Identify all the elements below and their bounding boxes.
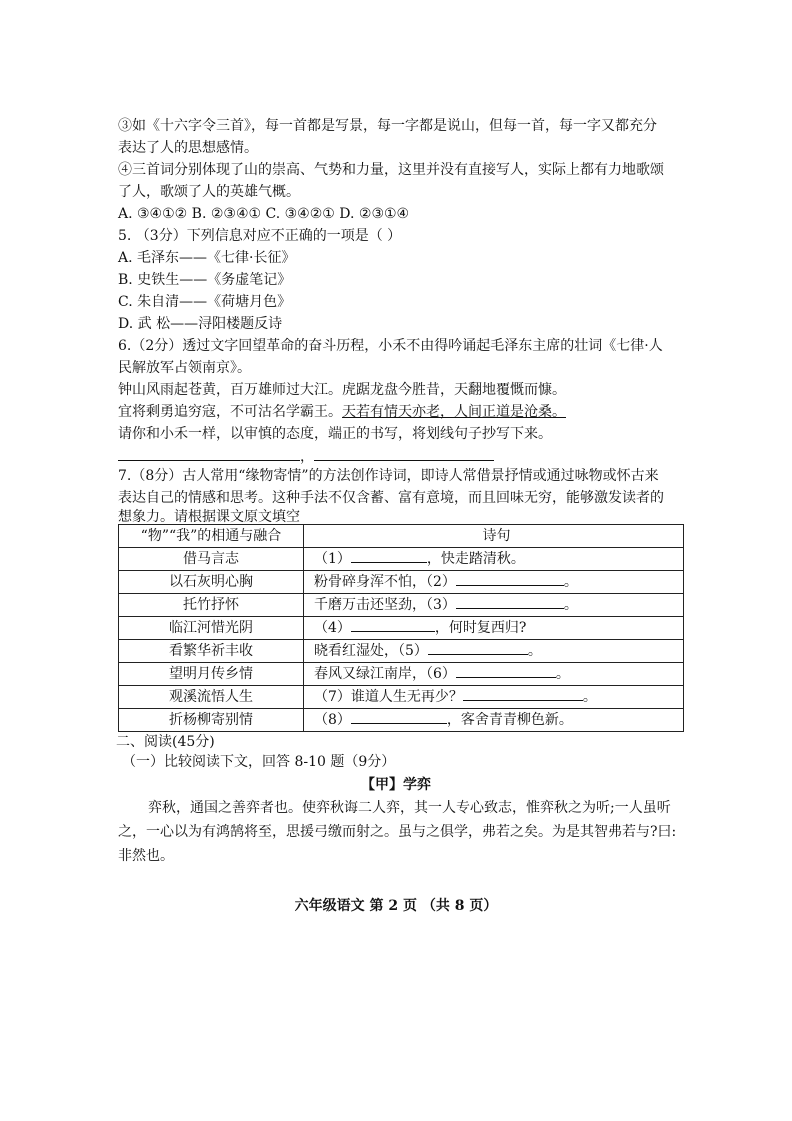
verse-prefix: 千磨万击还坚劲，（3） bbox=[314, 597, 456, 613]
table-header-verse: 诗句 bbox=[304, 525, 684, 548]
fill-blank-7[interactable] bbox=[463, 686, 583, 701]
q4-option-4-line2: 了人，歌颂了人的英雄气概。 bbox=[118, 184, 300, 200]
fill-blank-2[interactable] bbox=[456, 571, 564, 586]
q4-option-4-line1: ④三首词分别体现了山的崇高、气势和力量，这里并没有直接写人，实际上都有力地歌颂 bbox=[118, 162, 664, 178]
q7-stem-line2: 表达自己的情感和思考。这种手法不仅含蓄、富有意境，而且回味无穷，能够激发读者的 bbox=[118, 490, 664, 506]
verse-suffix: 。 bbox=[582, 689, 597, 705]
table-row bbox=[119, 663, 684, 686]
table-row bbox=[119, 594, 684, 617]
table-cell-verse bbox=[304, 548, 684, 571]
q5-option-d: D. 武 松——浔阳楼题反诗 bbox=[118, 316, 283, 332]
passage-line-3: 非然也。 bbox=[118, 848, 174, 864]
table-row bbox=[119, 686, 684, 709]
q6-poem-line2-plain: 宜将剩勇追穷寇，不可沽名学霸王。 bbox=[118, 404, 342, 420]
q6-underlined-sentence: 天若有情天亦老，人间正道是沧桑。 bbox=[342, 404, 566, 420]
verse-prefix: 晓看红湿处，（5） bbox=[314, 643, 428, 659]
fill-blank-3[interactable] bbox=[456, 594, 564, 609]
q6-answer-separator: ， bbox=[300, 449, 314, 465]
fill-blank-6[interactable] bbox=[456, 663, 556, 678]
fill-blank-8[interactable] bbox=[351, 709, 447, 724]
table-cell-theme: 临江河惜光阴 bbox=[119, 617, 304, 640]
table-cell-verse bbox=[304, 594, 684, 617]
poem-fill-table bbox=[118, 524, 684, 732]
table-header-theme: “物”“我”的相通与融合 bbox=[119, 525, 304, 548]
verse-suffix: ，快走踏清秋。 bbox=[426, 551, 525, 567]
passage-line-2: 之，一心以为有鸿鹄将至，思援弓缴而射之。虽与之俱学，弗若之矣。为是其智弗若与?曰: bbox=[118, 824, 677, 840]
verse-prefix: （4） bbox=[314, 620, 351, 636]
page-footer: 六年级语文 第 2 页 （共 8 页） bbox=[294, 898, 498, 914]
table-cell-theme: 托竹抒怀 bbox=[119, 594, 304, 617]
table-row bbox=[119, 709, 684, 732]
table-cell-theme: 以石灰明心胸 bbox=[119, 571, 304, 594]
fill-blank-5[interactable] bbox=[428, 640, 528, 655]
section-subheading: （一）比较阅读下文，回答 8-10 题（9分） bbox=[122, 754, 396, 770]
verse-suffix: 。 bbox=[555, 666, 570, 682]
table-cell-theme: 折杨柳寄别情 bbox=[119, 709, 304, 732]
q5-stem: 5. （3分）下列信息对应不正确的一项是（ ） bbox=[118, 228, 402, 244]
q6-answer-line bbox=[118, 446, 494, 467]
verse-prefix: （8） bbox=[314, 712, 351, 728]
table-cell-theme: 观溪流悟人生 bbox=[119, 686, 304, 709]
verse-suffix: 。 bbox=[563, 597, 578, 613]
q6-poem-line2 bbox=[118, 402, 566, 422]
verse-suffix: ，客舍青青柳色新。 bbox=[446, 712, 573, 728]
table-row bbox=[119, 548, 684, 571]
q6-answer-blank-1[interactable] bbox=[118, 446, 300, 461]
q5-option-c: C. 朱自清——《荷塘月色》 bbox=[118, 294, 292, 310]
table-cell-theme: 望明月传乡情 bbox=[119, 663, 304, 686]
q7-stem-line1: 7.（8分）古人常用“缘物寄情”的方法创作诗词，即诗人常借景抒情或通过咏物或怀古来 bbox=[118, 468, 659, 484]
q6-stem-line1: 6.（2分）透过文字回望革命的奋斗历程，小禾不由得吟诵起毛泽东主席的壮词《七律·人 bbox=[118, 338, 663, 354]
q4-choices: A. ③④①② B. ②③④① C. ③④②① D. ②③①④ bbox=[118, 206, 410, 222]
table-cell-verse bbox=[304, 617, 684, 640]
table-row bbox=[119, 617, 684, 640]
table-cell-theme: 看繁华祈丰收 bbox=[119, 640, 304, 663]
q6-poem-line1: 钟山风雨起苍黄，百万雄师过大江。虎踞龙盘今胜昔，天翻地覆慨而慷。 bbox=[118, 382, 566, 398]
verse-prefix: （1） bbox=[314, 551, 351, 567]
table-header-row bbox=[119, 525, 684, 548]
table-cell-verse bbox=[304, 663, 684, 686]
passage-title: 【甲】学弈 bbox=[361, 777, 431, 793]
section-heading-reading: 二、阅读(45分) bbox=[116, 734, 215, 750]
table-row bbox=[119, 571, 684, 594]
verse-suffix: ，何时复西归? bbox=[434, 620, 527, 636]
table-cell-verse bbox=[304, 640, 684, 663]
passage-line-1: 弈秋，通国之善弈者也。使弈秋诲二人弈，其一人专心致志，惟弈秋之为听;一人虽听 bbox=[148, 800, 671, 816]
table-cell-theme: 借马言志 bbox=[119, 548, 304, 571]
verse-prefix: 粉骨碎身浑不怕，（2） bbox=[314, 574, 456, 590]
q5-option-b: B. 史铁生——《务虚笔记》 bbox=[118, 272, 292, 288]
q4-option-3-line2: 表达了人的思想感情。 bbox=[118, 140, 258, 156]
table-cell-verse bbox=[304, 686, 684, 709]
verse-prefix: （7）谁道人生无再少？ bbox=[314, 689, 463, 705]
verse-suffix: 。 bbox=[563, 574, 578, 590]
fill-blank-4[interactable] bbox=[351, 617, 435, 632]
table-row bbox=[119, 640, 684, 663]
verse-prefix: 春风又绿江南岸，（6） bbox=[314, 666, 456, 682]
q6-answer-blank-2[interactable] bbox=[314, 446, 494, 461]
verse-suffix: 。 bbox=[527, 643, 542, 659]
table-cell-verse bbox=[304, 571, 684, 594]
table-cell-verse bbox=[304, 709, 684, 732]
q6-stem-line2: 民解放军占领南京》。 bbox=[118, 360, 251, 376]
fill-blank-1[interactable] bbox=[351, 548, 427, 563]
q4-option-3-line1: ③如《十六字令三首》，每一首都是写景，每一字都是说山，但每一首，每一字又都充分 bbox=[118, 118, 657, 134]
q7-stem-line3: 想象力。请根据课文原文填空 bbox=[118, 509, 300, 525]
q5-option-a: A. 毛泽东——《七律·长征》 bbox=[118, 250, 296, 266]
q6-instruction: 请你和小禾一样，以审慎的态度，端正的书写，将划线句子抄写下来。 bbox=[118, 426, 552, 442]
